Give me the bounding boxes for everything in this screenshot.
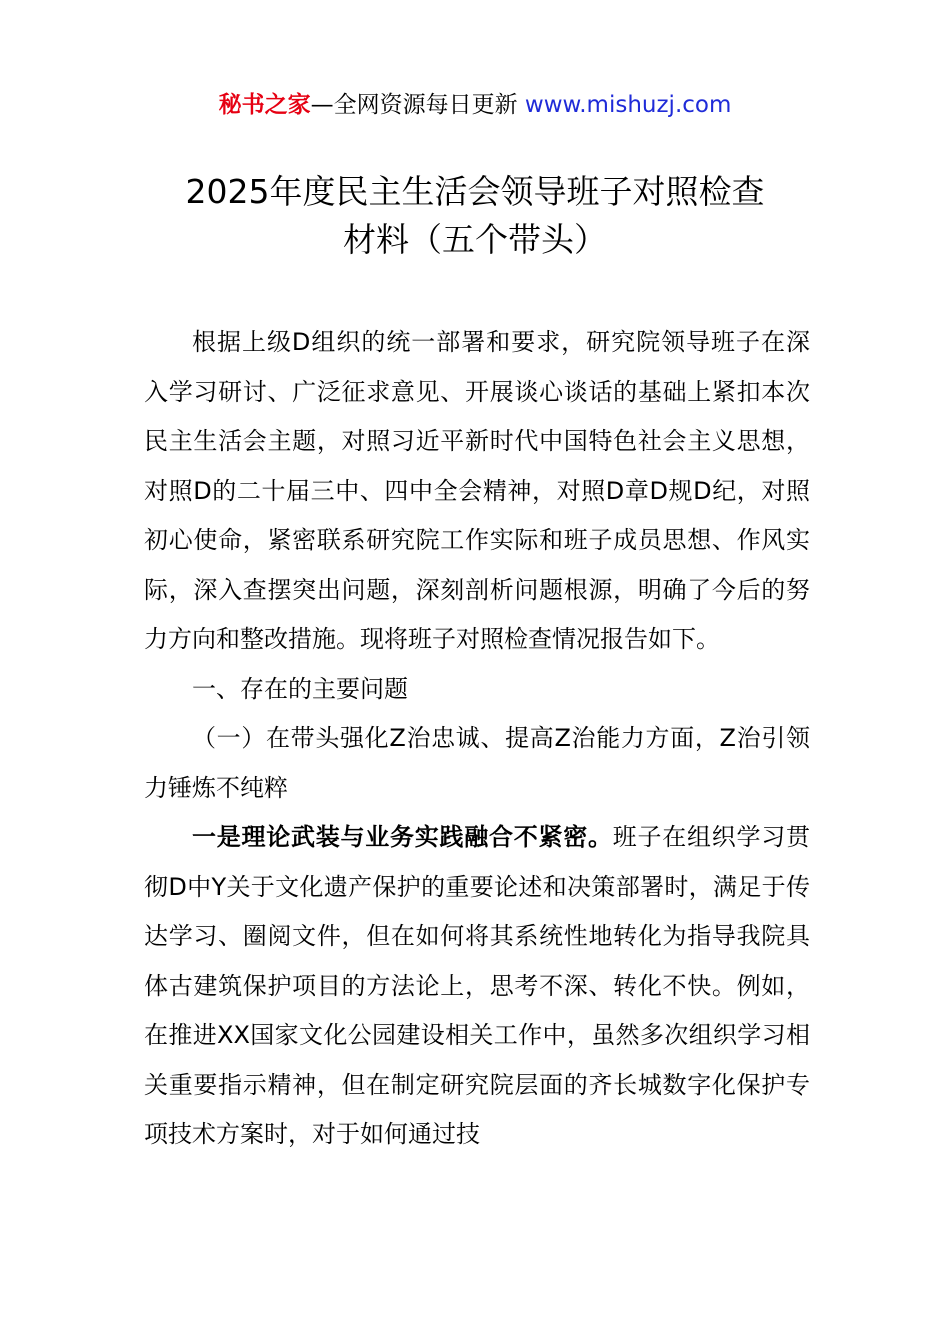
header-tagline: —全网资源每日更新 <box>310 92 518 118</box>
section-heading: 一、存在的主要问题 <box>192 674 408 703</box>
site-url-link[interactable]: www.mishuzj.com <box>524 92 732 118</box>
brand-name: 秘书之家 <box>218 92 311 118</box>
subsection-heading: （一）在带头强化Z治忠诚、提高Z治能力方面，Z治引领力锤炼不纯粹 <box>144 724 810 802</box>
title-line-1: 2025年度民主生活会领导班子对照检查 <box>185 172 765 211</box>
point-lead: 一是理论武装与业务实践融合不紧密。 <box>192 823 613 851</box>
document-title <box>0 168 950 264</box>
title-line-2: 材料（五个带头） <box>343 220 607 259</box>
document-body <box>144 318 810 1160</box>
point-body: 班子在组织学习贯彻D中Y关于文化遗产保护的重要论述和决策部署时，满足于传达学习、圈阅文件，但在如何将其系统性地转化为指导我院具体古建筑保护项目的方法论上，思考不深、转化不快。例如，在推进XX国家文化公园建设相关工作中，虽然多次组织学习相关重要指示精神，但在制定研究院层面的齐长城数字化保护专项技术方案时，对于如何通过技 <box>144 823 810 1148</box>
point-paragraph <box>144 813 810 1160</box>
site-header <box>0 88 950 122</box>
intro-paragraph: 根据上级D组织的统一部署和要求，研究院领导班子在深入学习研讨、广泛征求意见、开展谈心谈话的基础上紧扣本次民主生活会主题，对照习近平新时代中国特色社会主义思想，对照D的二十届三中、四中全会精神，对照D章D规D纪，对照初心使命，紧密联系研究院工作实际和班子成员思想、作风实际，深入查摆突出问题，深刻剖析问题根源，明确了今后的努力方向和整改措施。现将班子对照检查情况报告如下。 <box>144 328 810 653</box>
